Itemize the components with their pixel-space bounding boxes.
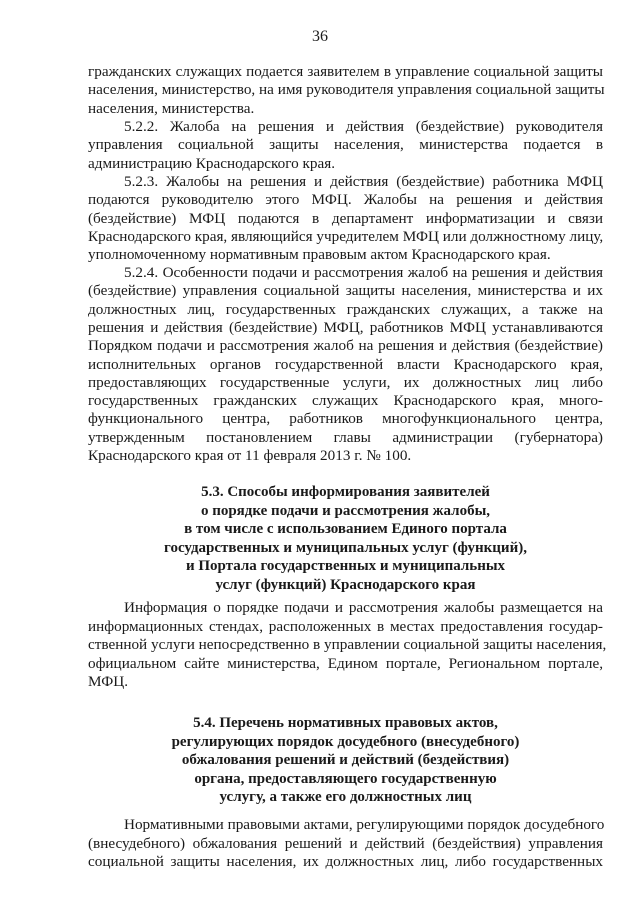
paragraph-line: 5.2.2. Жалоба на решения и действия (бездействие) руководителя	[124, 118, 603, 135]
section-heading-line: и Портала государственных и муниципальных	[185, 558, 506, 575]
paragraph-line: населения, министерство, на имя руководителя управления социальной защиты	[88, 81, 605, 99]
paragraph-line: Информация о порядке подачи и рассмотрения жалобы размещается на	[124, 599, 603, 616]
paragraph-line: гражданских служащих подается заявителем в управление социальной защиты	[88, 63, 603, 80]
paragraph-line: Порядком подачи и рассмотрения жалоб на решения и действия (бездействие)	[88, 337, 603, 355]
section-heading-line: в том числе с использованием Единого портала	[184, 521, 507, 538]
paragraph-line: решения и действия (бездействие) МФЦ, работников МФЦ устанавливаются	[88, 318, 603, 336]
paragraph-line: предоставляющих государственные услуги, их должностных лиц либо	[88, 373, 603, 391]
paragraph-line: МФЦ.	[88, 673, 129, 691]
paragraph-line: социальной защиты населения, их должностных лиц, либо государственных	[88, 853, 603, 871]
paragraph-line: Краснодарского края от 11 февраля 2013 г. № 100.	[88, 447, 412, 464]
paragraph-line: информационных стендах, расположенных в местах предоставления государ-	[88, 617, 603, 635]
section-heading-line: органа, предоставляющего государственную	[194, 770, 497, 787]
paragraph-line: утвержденным постановлением главы администрации (губернатора)	[88, 428, 603, 446]
section-heading-line: о порядке подачи и рассмотрения жалобы,	[200, 502, 491, 519]
paragraph-line: исполнительных органов государственной власти Краснодарского края,	[88, 355, 603, 373]
paragraph-line: уполномоченному нормативным правовым актом Краснодарского края.	[88, 246, 551, 264]
section-heading-line: обжалования решений и действий (бездействия)	[181, 752, 510, 769]
paragraph-line: Нормативными правовыми актами, регулирующими порядок досудебного	[124, 816, 605, 833]
section-heading-line: 5.4. Перечень нормативных правовых актов,	[193, 715, 498, 731]
section-heading-line: услуг (функций) Краснодарского края	[215, 577, 476, 593]
paragraph-line: должностных лиц, государственных гражданских служащих, а также на	[88, 300, 603, 318]
section-heading-line: услугу, а также его должностных лиц	[219, 789, 472, 806]
paragraph-line: подаются руководителю этого МФЦ. Жалобы на решения и действия	[88, 191, 603, 209]
paragraph-line: Краснодарского края, являющийся учредителем МФЦ или должностному лицу,	[88, 227, 604, 245]
paragraph-line: функционального центра, работников многофункционального центра,	[88, 410, 603, 428]
paragraph-line: (бездействие) управления социальной защиты населения, министерства и их	[88, 282, 603, 300]
paragraph-line: населения, министерства.	[88, 99, 255, 117]
section-heading-line: 5.3. Способы информирования заявителей	[201, 484, 490, 500]
paragraph-line: официальном сайте министерства, Едином портале, Региональном портале,	[88, 654, 603, 672]
paragraph-line: 5.2.4. Особенности подачи и рассмотрения жалоб на решения и действия	[124, 264, 603, 281]
page-number: 36	[312, 28, 328, 45]
paragraph-line: (внесудебного) обжалования решений и действий (бездействия) управления	[88, 834, 603, 852]
paragraph-line: 5.2.3. Жалобы на решения и действия (бездействие) работника МФЦ	[124, 173, 603, 190]
paragraph-line: администрацию Краснодарского края.	[88, 154, 335, 172]
paragraph-line: управления социальной защиты населения, министерства подается в	[88, 136, 603, 154]
section-heading-line: регулирующих порядок досудебного (внесудебного)	[171, 733, 520, 750]
paragraph-line: ственной услуги непосредственно в управлении социальной защиты населения,	[88, 636, 607, 654]
paragraph-line: государственных гражданских служащих Краснодарского края, много-	[88, 392, 603, 410]
paragraph-line: (бездействие) МФЦ подаются в департамент информатизации и связи	[88, 209, 603, 227]
section-heading-line: государственных и муниципальных услуг (функций),	[164, 539, 527, 556]
